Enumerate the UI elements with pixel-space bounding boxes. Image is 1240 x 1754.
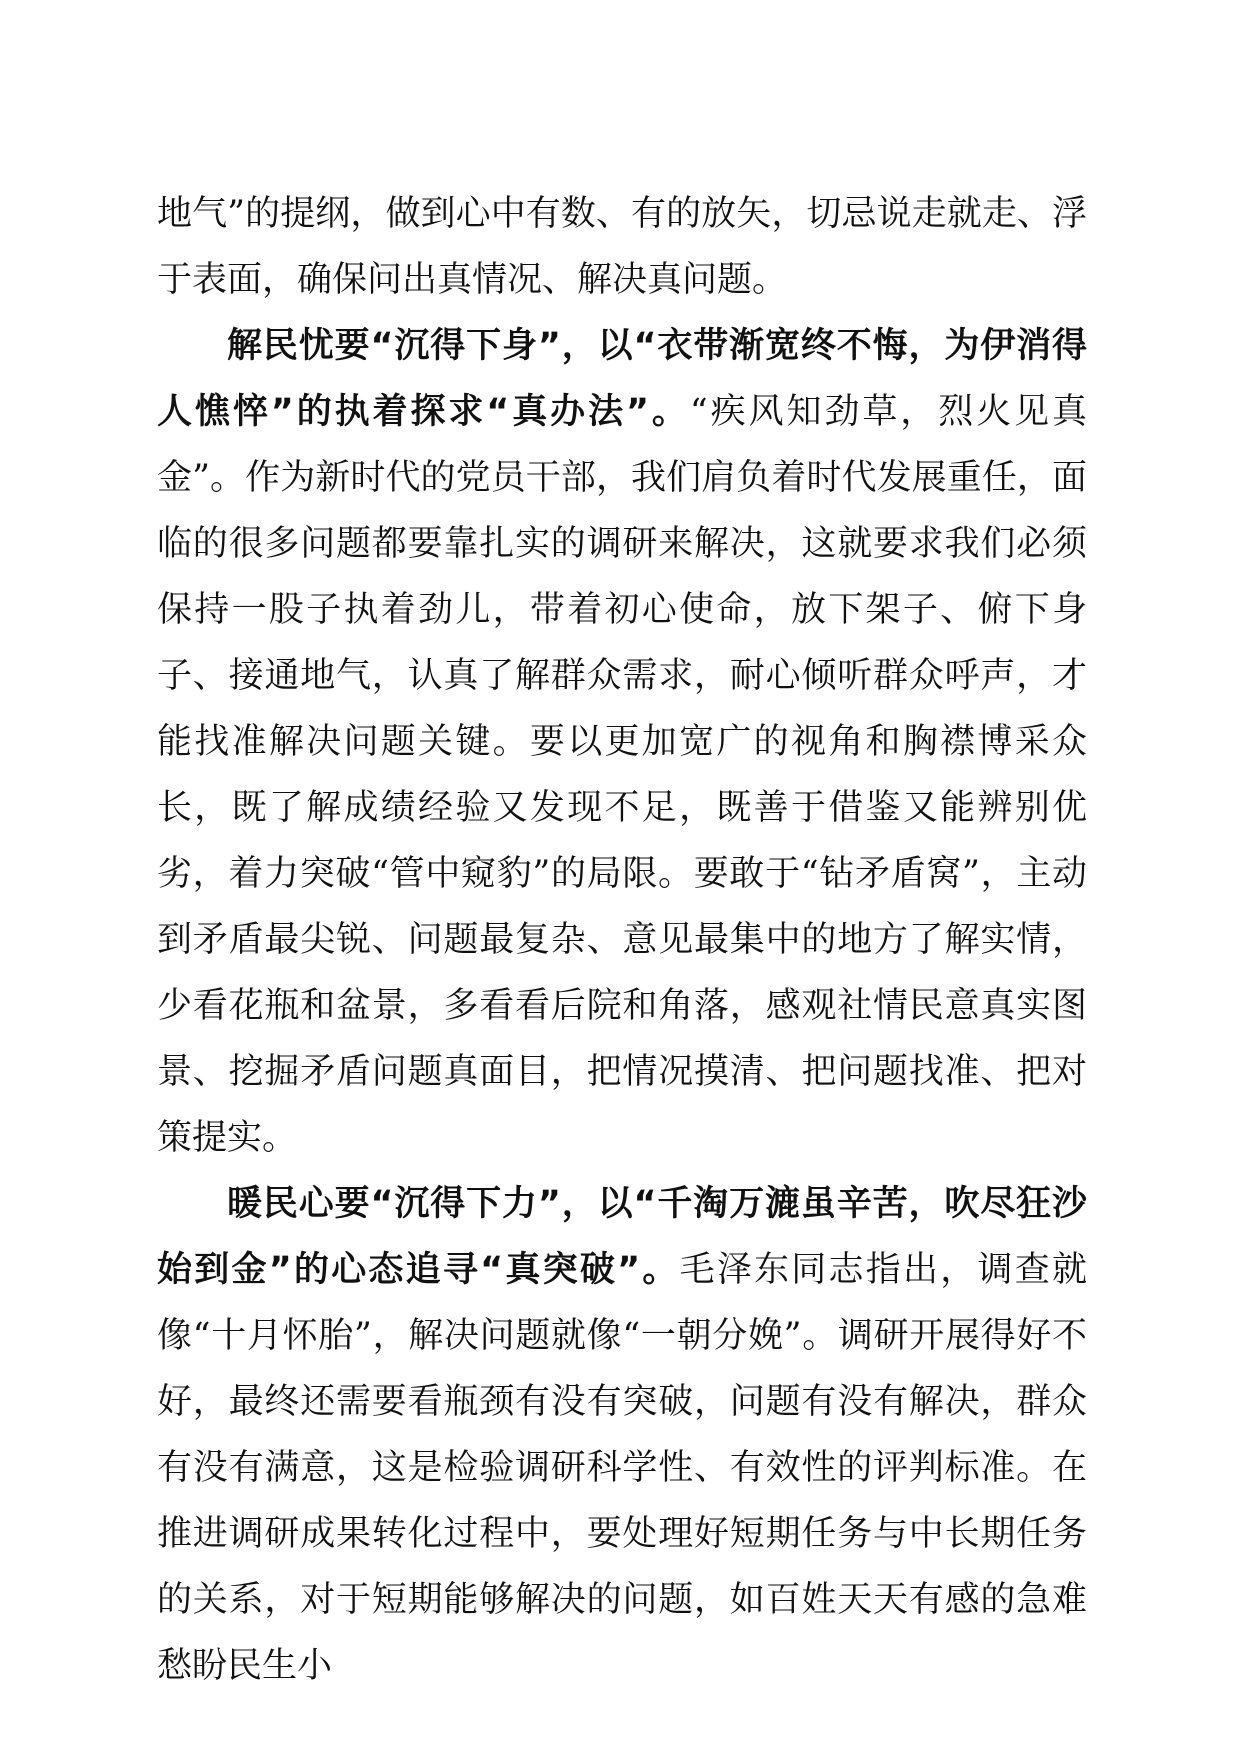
paragraph-text: 毛泽东同志指出，调查就像“十月怀胎”，解决问题就像“一朝分娩”。调研开展得好不好，最终还需要看瓶颈有没有突破，问题有没有解决，群众有没有满意，这是检验调研科学性、有效性的评判标准。在推进调研成果转化过程中，要处理好短期任务与中长期任务的关系，对于短期能够解决的问题，如百姓天天有感的急难愁盼民生小 xyxy=(157,1250,1087,1686)
paragraph-lead-heading: 解民忧要“沉得下身”，以“衣带渐宽终不悔，为伊消得人憔悴”的执着探求“真办法”。 xyxy=(157,326,1087,432)
paragraph-text: “疾风知劲草，烈火见真金”。作为新时代的党员干部，我们肩负着时代发展重任，面临的很多问题都要靠扎实的调研来解决，这就要求我们必须保持一股子执着劲儿，带着初心使命，放下架子、俯下身子、接通地气，认真了解群众需求，耐心倾听群众呼声，才能找准解决问题关键。要以更加宽广的视角和胸襟博采众长，既了解成绩经验又发现不足，既善于借鉴又能辨别优劣，着力突破“管中窥豹”的局限。要敢于“钻矛盾窝”，主动到矛盾最尖锐、问题最复杂、意见最集中的地方了解实情，少看花瓶和盆景，多看看后院和角落，感观社情民意真实图景、挖掘矛盾问题真面目，把情况摸清、把问题找准、把对策提实。 xyxy=(157,392,1087,1158)
document-body xyxy=(157,181,1087,1699)
paragraph-lead-heading: 暖民心要“沉得下力”，以“千淘万漉虽辛苦，吹尽狂沙始到金”的心态追寻“真突破”。 xyxy=(157,1184,1087,1290)
paragraph-jie-min-you xyxy=(157,313,1087,1171)
paragraph-continuation xyxy=(157,181,1087,313)
paragraph-nuan-min-xin xyxy=(157,1171,1087,1699)
paragraph-text: 地气”的提纲，做到心中有数、有的放矢，切忌说走就走、浮于表面，确保问出真情况、解决真问题。 xyxy=(157,194,1087,300)
